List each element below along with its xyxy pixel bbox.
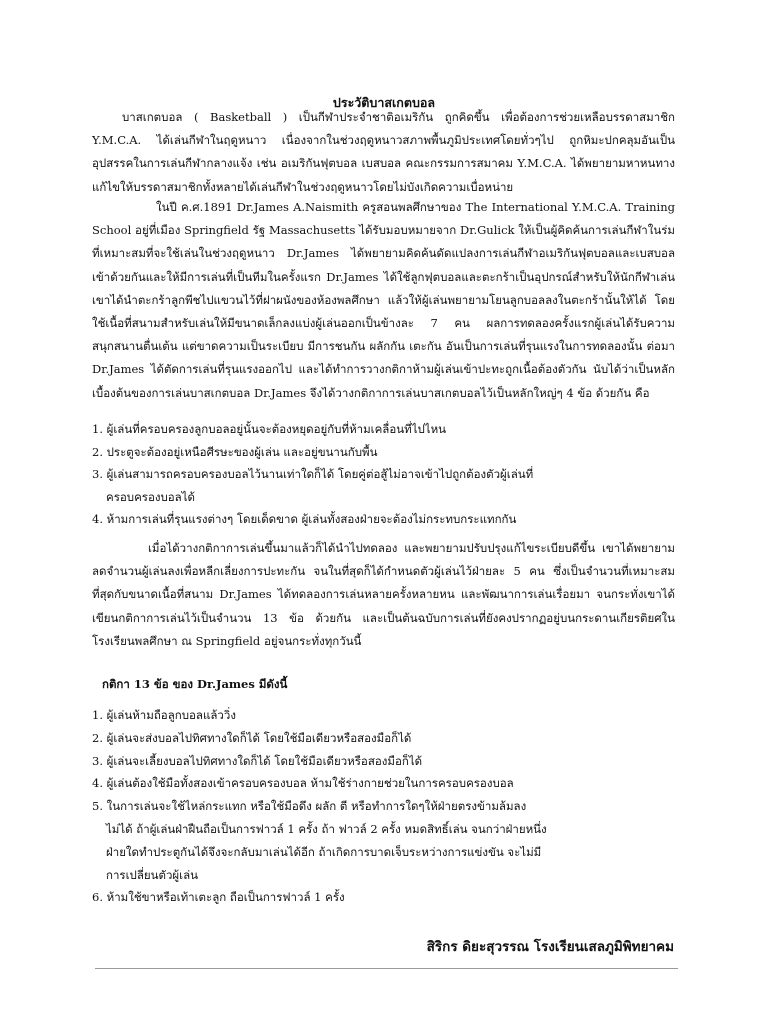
list-item: 1. ผู้เล่นห้ามถือลูกบอลแล้ววิ่ง bbox=[92, 708, 236, 722]
list-item: 5. ในการเล่นจะใช้ไหล่กระแทก หรือใช้มือดึง ผลัก ตี หรือทำการใดๆให้ฝ่ายตรงข้ามล้มลง bbox=[92, 799, 527, 814]
footer-divider bbox=[95, 968, 678, 969]
list-item-continuation: ฝ่ายใดทำประตูกันได้จึงจะกลับมาเล่นได้อีก ถ้าเกิดการบาดเจ็บระหว่างการแข่งขัน จะไม่มี bbox=[106, 844, 542, 859]
thirteen-rules-list bbox=[92, 704, 675, 909]
list-item: 2. ผู้เล่นจะส่งบอลไปทิศทางใดก็ได้ โดยใช้มือเดียวหรือสองมือก็ได้ bbox=[92, 730, 412, 745]
document-title: ประวัติบาสเกตบอล bbox=[332, 95, 436, 110]
list-item: 3. ผู้เล่นจะเลี้ยงบอลไปทิศทางใดก็ได้ โดยใช้มือเดียวหรือสองมือก็ได้ bbox=[92, 753, 423, 768]
author-signature: สิริกร ดิยะสุวรรณ โรงเรียนเสลภูมิพิทยาคม bbox=[426, 939, 674, 955]
list-item: 4. ห้ามการเล่นที่รุนแรงต่างๆ โดยเด็ดขาด ผู้เล่นทั้งสองฝ่ายจะต้องไม่กระทบกระแทกกัน bbox=[92, 512, 517, 526]
list-item: 1. ผู้เล่นที่ครอบครองลูกบอลอยู่นั้นจะต้องหยุดอยู่กับที่ห้ามเคลื่อนที่ไปไหน bbox=[92, 422, 447, 436]
four-rules-list bbox=[92, 418, 675, 531]
list-item: 3. ผู้เล่นสามารถครอบครองบอลไว้นานเท่าใดก็ได้ โดยคู่ต่อสู้ไม่อาจเข้าไปถูกต้องตัวผู้เล่นที่ bbox=[92, 467, 534, 481]
list-item-continuation: การเปลี่ยนตัวผู้เล่น bbox=[106, 867, 198, 882]
development-paragraph: เมื่อได้วางกติกาการเล่นขึ้นมาแล้วก็ได้นำไปทดลอง และพยายามปรับปรุงแก้ไขระเบียบดีขึ้น เขาได้พยายามลดจำนวนผู้เล่นลงเพื่อหลีกเลี่ยงการปะทะกัน จนในที่สุดก็ได้กำหนดตัวผู้เล่นไว้ฝ่ายละ 5 คน ซึ่งเป็นจำนวนที่เหมาะสมที่สุดกับขนาดเนื้อที่สนาม Dr.James ได้ทดลองการเล่นหลายครั้งหลายหน และพัฒนาการเล่นเรื่อยมา จนกระทั่งเขาได้เขียนกติกาการเล่นไว้เป็นจำนวน 13 ข้อ ด้วยกัน และเป็นต้นฉบับการเล่นที่ยังคงปรากฏอยู่บนกระดานเกียรติยศในโรงเรียนพลศึกษา ณ Springfield อยู่จนกระทั่งทุกวันนี้ bbox=[92, 541, 675, 648]
list-item-continuation: ไม่ได้ ถ้าผู้เล่นฝ่าฝืนถือเป็นการฟาวล์ 1 ครั้ง ถ้า ฟาวล์ 2 ครั้ง หมดสิทธิ์เล่น จนกว่าฝ่ายหนึ่ง bbox=[106, 821, 547, 836]
list-item: 4. ผู้เล่นต้องใช้มือทั้งสองเข้าครอบครองบอล ห้ามใช้ร่างกายช่วยในการครอบครองบอล bbox=[92, 776, 514, 791]
list-item-continuation: ครอบครองบอลได้ bbox=[106, 489, 195, 504]
rules-heading: กติกา 13 ข้อ ของ Dr.James มีดังนี้ bbox=[102, 677, 288, 691]
list-item: 2. ประตูจะต้องอยู่เหนือศีรษะของผู้เล่น และอยู่ขนานกับพื้น bbox=[92, 444, 378, 459]
intro-paragraph: บาสเกตบอล ( Basketball ) เป็นกีฬาประจำชาติอเมริกัน ถูกคิดขึ้น เพื่อต้องการช่วยเหลือบรรดาสมาชิก Y.M.C.A. ได้เล่นกีฬาในฤดูหนาว เนื่องจากในช่วงฤดูหนาวสภาพพื้นภูมิประเทศโดยทั่วๆไป ถูกหิมะปกคลุมอันเป็นอุปสรรคในการเล่นกีฬากลางแจ้ง เช่น อเมริกันฟุตบอล เบสบอล คณะกรรมการสมาคม Y.M.C.A. ได้พยายามหาหนทางแก้ไขให้บรรดาสมาชิกทั้งหลายได้เล่นกีฬาในช่วงฤดูหนาวโดยไม่บังเกิดความเบื่อหน่าย bbox=[92, 110, 675, 194]
list-item: 6. ห้ามใช้ขาหรือเท้าเตะลูก ถือเป็นการฟาวล์ 1 ครั้ง bbox=[92, 890, 345, 905]
history-paragraph: ในปี ค.ศ.1891 Dr.James A.Naismith ครูสอนพลศึกษาของ The International Y.M.C.A. Training School อยู่ที่เมือง Springfield รัฐ Massachusetts ได้รับมอบหมายจาก Dr.Gulick ให้เป็นผู้คิดค้นการเล่นกีฬาในร่มที่เหมาะสมที่จะใช้เล่นในช่วงฤดูหนาว Dr.James ได้พยายามคิดค้นดัดแปลงการเล่นกีฬาอเมริกันฟุตบอลและเบสบอลเข้าด้วยกันและให้มีการเล่นที่เป็นทีมในครั้งแรก Dr.James ได้ใช้ลูกฟุตบอลและตะกร้าเป็นอุปกรณ์สำหรับให้นักกีฬาเล่น เขาได้นำตะกร้าลูกพีชไปแขวนไว้ที่ฝาผนังของห้องพลศึกษา แล้วให้ผู้เล่นพยายามโยนลูกบอลลงในตะกร้านั้นให้ได้ โดยใช้เนื้อที่สนามสำหรับเล่นให้มีขนาดเล็กลงแบ่งผู้เล่นออกเป็นข้างละ 7 คน ผลการทดลองครั้งแรกผู้เล่นได้รับความสนุกสนานตื่นเต้น แต่ขาดความเป็นระเบียบ มีการชนกัน ผลักกัน เตะกัน อันเป็นการเล่นที่รุนแรงในการทดลองนั้น ต่อมา Dr.James ได้ตัดการเล่นที่รุนแรงออกไป และได้ทำการวางกติกาห้ามผู้เล่นเข้าปะทะถูกเนื้อต้องตัวกัน นับได้ว่าเป็นหลักเบื้องต้นของการเล่นบาสเกตบอล Dr.James จึงได้วางกติกาการเล่นบาสเกตบอลไว้เป็นหลักใหญ่ๆ 4 ข้อ ด้วยกัน คือ bbox=[92, 200, 675, 400]
